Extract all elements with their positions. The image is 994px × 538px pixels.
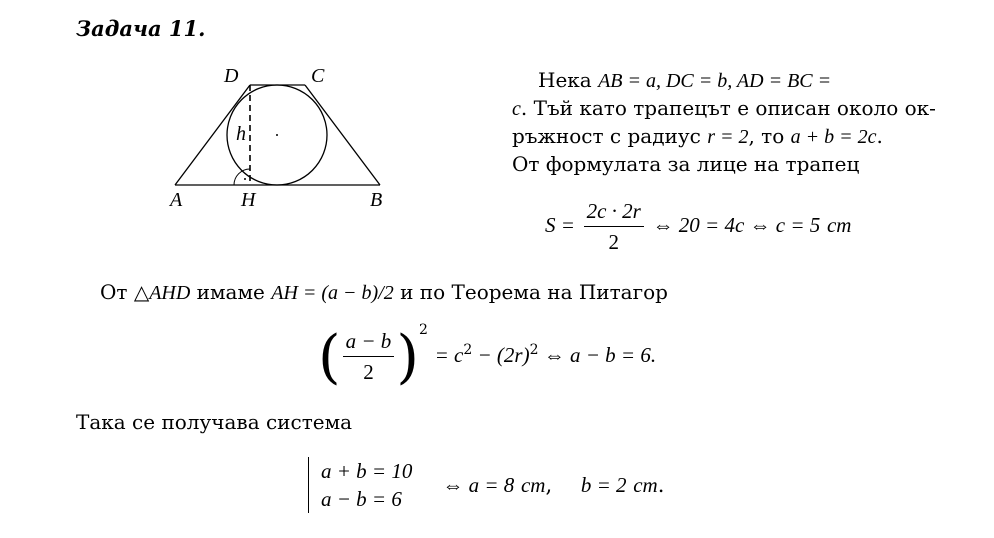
pythag-text: и по Теорема на Питагор bbox=[393, 280, 668, 304]
paren-close: ) bbox=[396, 322, 419, 391]
pythag-fraction bbox=[343, 328, 395, 385]
label-b: B bbox=[370, 189, 383, 211]
right-angle-dot bbox=[244, 178, 246, 180]
system-eq-2: a − b = 6 bbox=[321, 487, 402, 511]
intro-line-3 bbox=[512, 122, 883, 151]
fraction-denominator: 2 bbox=[363, 360, 374, 384]
system-intro: Така се получава система bbox=[76, 410, 353, 434]
label-h-point: H bbox=[241, 189, 256, 211]
circle-center-dot bbox=[276, 134, 278, 136]
system-brace bbox=[308, 457, 412, 513]
pythag-rhs: − (2r) bbox=[472, 343, 530, 367]
label-d: D bbox=[224, 65, 239, 87]
intro-text: ръжност с радиус bbox=[512, 124, 708, 148]
intro-text: Нека bbox=[538, 68, 599, 92]
intro-math: AB = a, DC = b, AD = BC = bbox=[598, 70, 832, 92]
pythag-rhs: = c bbox=[434, 343, 464, 367]
side-bc bbox=[305, 85, 380, 185]
intro-text: . bbox=[876, 124, 883, 148]
fraction-numerator: a − b bbox=[343, 328, 395, 357]
pythag-math: AH = (a − b)/2 bbox=[271, 282, 394, 304]
unit-cm: cm bbox=[633, 472, 658, 497]
system-eq-1: a + b = 10 bbox=[321, 459, 413, 483]
exponent: 2 bbox=[529, 342, 539, 358]
exponent: 2 bbox=[418, 322, 428, 338]
intro-math: r = 2 bbox=[707, 126, 749, 148]
pythag-intro bbox=[100, 278, 668, 307]
intro-math: c bbox=[512, 98, 521, 120]
pythag-math: △AHD bbox=[133, 282, 191, 304]
result-sep: , bbox=[545, 472, 553, 497]
result-a: ⇔ a = 8 bbox=[442, 472, 515, 497]
pythag-text: имаме bbox=[190, 280, 272, 304]
result-end: . bbox=[657, 472, 665, 497]
label-h-height: h bbox=[236, 123, 246, 145]
exponent: 2 bbox=[463, 342, 473, 358]
formula-fraction bbox=[584, 198, 644, 255]
trapezoid-figure bbox=[160, 58, 420, 216]
unit-cm: cm bbox=[826, 213, 852, 237]
pythag-text: От bbox=[100, 280, 134, 304]
formula-rhs: ⇔ 20 = 4c ⇔ c = 5 bbox=[652, 213, 821, 237]
intro-text: , то bbox=[748, 124, 791, 148]
area-formula bbox=[545, 198, 851, 255]
system-result bbox=[442, 473, 664, 498]
intro-text: От формулата за лице на трапец bbox=[512, 152, 860, 176]
result-b: b = 2 bbox=[580, 472, 627, 497]
label-c: C bbox=[311, 65, 325, 87]
intro-text: . Тъй като трапецът е описан около ок- bbox=[520, 96, 936, 120]
right-angle-mark bbox=[234, 169, 250, 185]
intro-line-1 bbox=[538, 66, 831, 95]
label-a: A bbox=[170, 189, 183, 211]
fraction-denominator: 2 bbox=[608, 230, 619, 254]
intro-math: a + b = 2c bbox=[790, 126, 877, 148]
fraction-numerator: 2c · 2r bbox=[584, 198, 644, 227]
pythag-formula bbox=[318, 322, 657, 391]
problem-title: Задача 11. bbox=[76, 16, 206, 41]
intro-line-2 bbox=[512, 94, 936, 123]
paren-open: ( bbox=[318, 322, 341, 391]
intro-line-4 bbox=[512, 150, 859, 178]
unit-cm: cm bbox=[520, 472, 546, 497]
equation-system bbox=[308, 457, 664, 513]
pythag-rhs: ⇔ a − b = 6. bbox=[538, 343, 657, 367]
formula-lhs: S = bbox=[545, 213, 575, 237]
